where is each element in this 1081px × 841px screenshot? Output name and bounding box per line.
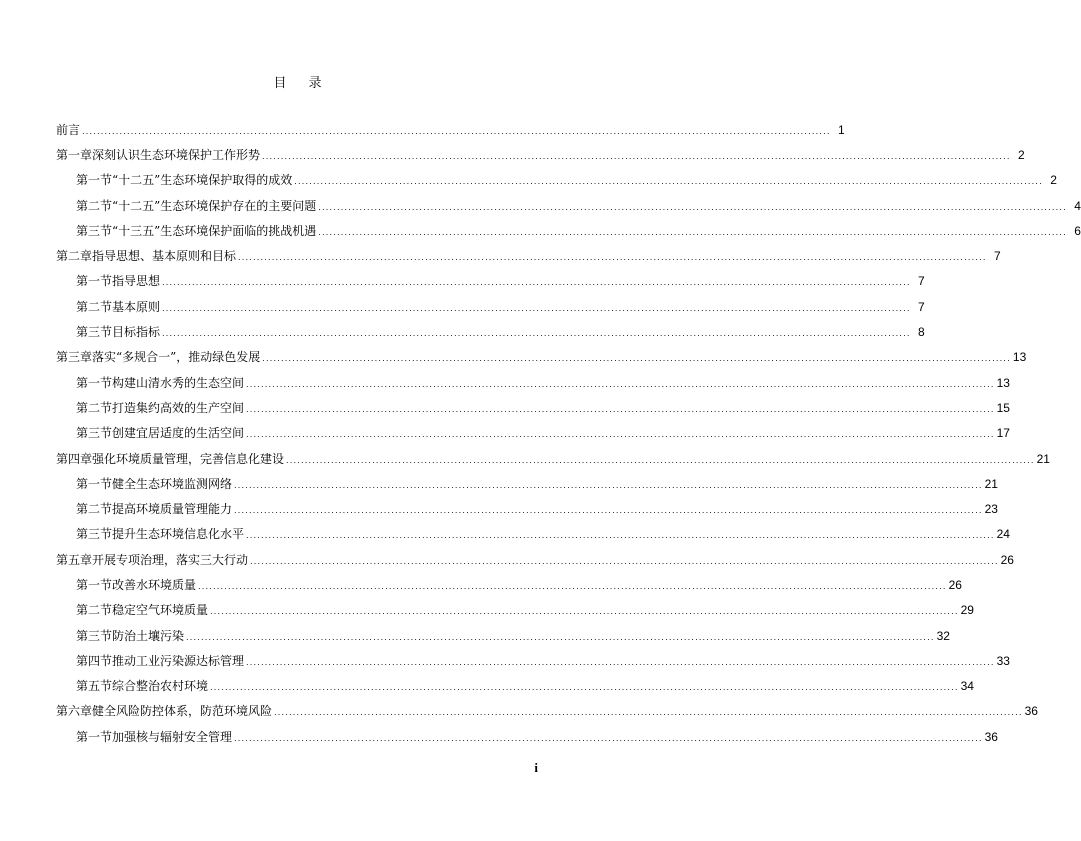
toc-entry[interactable] bbox=[56, 421, 1010, 446]
toc-entry-number: 第一章 bbox=[56, 147, 93, 162]
toc-entry-number: 第三节 bbox=[76, 628, 113, 643]
toc-entry-number: 前 bbox=[56, 122, 69, 137]
toc-dot-leader: ........................................................................................................................................................................................................ bbox=[246, 404, 995, 414]
toc-entry[interactable] bbox=[56, 193, 1081, 218]
toc-entry[interactable] bbox=[56, 370, 1010, 395]
toc-entry[interactable] bbox=[56, 674, 974, 699]
toc-entry-number: 第二节 bbox=[76, 198, 113, 213]
toc-dot-leader: ........................................................................................................................................................................................................ bbox=[210, 683, 959, 693]
toc-entry-number: 第三节 bbox=[76, 325, 113, 340]
toc-entry-title: 指导思想 bbox=[112, 274, 161, 289]
toc-dot-leader: ........................................................................................................................................................................................................ bbox=[234, 733, 983, 743]
toc-entry-title: 创建宜居适度的生活空间 bbox=[112, 426, 245, 441]
toc-dot-leader: ........................................................................................................................................................................................................ bbox=[162, 278, 911, 288]
toc-entry-page: 15 bbox=[996, 400, 1010, 415]
toc-entry[interactable] bbox=[56, 345, 1027, 370]
toc-dot-leader: ........................................................................................................................................................................................................ bbox=[234, 480, 983, 490]
toc-entry-page: 36 bbox=[984, 729, 998, 744]
toc-entry-page: 7 bbox=[917, 274, 925, 289]
toc-entry[interactable] bbox=[56, 218, 1081, 243]
toc-entry-number: 第二节 bbox=[76, 603, 113, 618]
toc-entry-title: 开展专项治理，落实三大行动 bbox=[92, 552, 249, 567]
toc-dot-leader: ........................................................................................................................................................................................................ bbox=[186, 632, 935, 642]
toc-entry-page: 4 bbox=[1074, 198, 1081, 213]
toc-entry-page: 29 bbox=[960, 603, 974, 618]
toc-entry[interactable] bbox=[56, 699, 1038, 724]
toc-entry-title: 基本原则 bbox=[112, 299, 161, 314]
toc-entry-page: 36 bbox=[1024, 704, 1038, 719]
toc-entry-page: 13 bbox=[1012, 350, 1027, 365]
toc-dot-leader: ........................................................................................................................................................................................................ bbox=[238, 253, 987, 263]
toc-entry[interactable] bbox=[56, 269, 925, 294]
toc-entry-page: 17 bbox=[996, 426, 1010, 441]
toc-dot-leader: ........................................................................................................................................................................................................ bbox=[246, 430, 995, 440]
toc-dot-leader: ........................................................................................................................................................................................................ bbox=[286, 455, 1035, 465]
page-number-footer: i bbox=[534, 760, 538, 775]
toc-entry-number: 第一节 bbox=[76, 375, 113, 390]
toc-entry-title: 改善水环境质量 bbox=[112, 577, 197, 592]
toc-dot-leader: ........................................................................................................................................................................................................ bbox=[274, 708, 1023, 718]
toc-entry-number: 第一节 bbox=[76, 274, 113, 289]
toc-entry-title: “十二五”生态环境保护取得的成效 bbox=[112, 173, 293, 188]
toc-entry-page: 2 bbox=[1050, 173, 1057, 188]
toc-entry-title: 打造集约高效的生产空间 bbox=[112, 400, 245, 415]
toc-dot-leader: ........................................................................................................................................................................................................ bbox=[246, 531, 995, 541]
toc-entry-number: 第六章 bbox=[56, 704, 93, 719]
toc-dot-leader: ........................................................................................................................................................................................................ bbox=[210, 607, 959, 617]
toc-entry-number: 第二节 bbox=[76, 299, 113, 314]
toc-entry-title: 深刻认识生态环境保护工作形势 bbox=[92, 147, 261, 162]
toc-dot-leader: ........................................................................................................................................................................................................ bbox=[234, 506, 983, 516]
toc-entry[interactable] bbox=[56, 623, 950, 648]
toc-entry-title: 构建山清水秀的生态空间 bbox=[112, 375, 245, 390]
toc-dot-leader: ........................................................................................................................................................................................................ bbox=[318, 227, 1067, 237]
toc-entry-title: “十三五”生态环境保护面临的挑战机遇 bbox=[112, 223, 317, 238]
toc-entry-title: 落实“多规合一”，推动绿色发展 bbox=[92, 350, 261, 365]
toc-entry-page: 6 bbox=[1074, 223, 1081, 238]
toc-entry[interactable] bbox=[56, 294, 925, 319]
toc-dot-leader: ........................................................................................................................................................................................................ bbox=[246, 657, 995, 667]
table-of-contents bbox=[56, 117, 1081, 749]
toc-entry-page: 32 bbox=[936, 628, 950, 643]
toc-entry[interactable] bbox=[56, 168, 1057, 193]
toc-entry[interactable] bbox=[56, 724, 998, 749]
toc-entry[interactable] bbox=[56, 522, 1010, 547]
toc-entry-number: 第二节 bbox=[76, 502, 113, 517]
toc-entry-page: 34 bbox=[960, 679, 974, 694]
toc-entry-number: 第一节 bbox=[76, 476, 113, 491]
toc-dot-leader: ........................................................................................................................................................................................................ bbox=[162, 303, 911, 313]
toc-entry-title: 提升生态环境信息化水平 bbox=[112, 527, 245, 542]
toc-entry-number: 第一节 bbox=[76, 577, 113, 592]
toc-entry-number: 第三节 bbox=[76, 426, 113, 441]
toc-entry-title: “十二五”生态环境保护存在的主要问题 bbox=[112, 198, 317, 213]
toc-entry-number: 第五章 bbox=[56, 552, 93, 567]
toc-entry[interactable] bbox=[56, 117, 845, 142]
toc-entry[interactable] bbox=[56, 648, 1010, 673]
toc-entry-page: 2 bbox=[1017, 147, 1025, 162]
toc-entry-title: 综合整治农村环境 bbox=[112, 679, 209, 694]
toc-entry-page: 7 bbox=[917, 299, 925, 314]
toc-entry-number: 第四节 bbox=[76, 653, 113, 668]
toc-entry-title: 防治土壤污染 bbox=[112, 628, 185, 643]
toc-entry-number: 第二章 bbox=[56, 249, 93, 264]
toc-entry[interactable] bbox=[56, 446, 1050, 471]
toc-entry[interactable] bbox=[56, 142, 1025, 167]
toc-dot-leader: ........................................................................................................................................................................................................ bbox=[262, 151, 1011, 161]
toc-entry-page: 26 bbox=[1000, 552, 1014, 567]
toc-entry-title: 目标指标 bbox=[112, 325, 161, 340]
toc-entry-page: 7 bbox=[993, 249, 1001, 264]
toc-entry-title: 稳定空气环境质量 bbox=[112, 603, 209, 618]
toc-entry-number: 第一节 bbox=[76, 729, 113, 744]
toc-dot-leader: ........................................................................................................................................................................................................ bbox=[318, 202, 1067, 212]
toc-entry[interactable] bbox=[56, 319, 925, 344]
toc-entry[interactable] bbox=[56, 496, 998, 521]
toc-entry-number: 第五节 bbox=[76, 679, 113, 694]
toc-dot-leader: ........................................................................................................................................................................................................ bbox=[250, 556, 999, 566]
toc-entry-page: 33 bbox=[996, 653, 1010, 668]
toc-entry-page: 24 bbox=[996, 527, 1010, 542]
toc-dot-leader: ........................................................................................................................................................................................................ bbox=[162, 329, 911, 339]
toc-entry-number: 第三节 bbox=[76, 223, 113, 238]
toc-entry-number: 第三章 bbox=[56, 350, 93, 365]
toc-entry-page: 13 bbox=[996, 375, 1010, 390]
page-title-char-1: 目 bbox=[273, 76, 287, 91]
toc-entry-page: 26 bbox=[948, 577, 962, 592]
toc-entry[interactable] bbox=[56, 243, 1001, 268]
toc-entry-title: 健全生态环境监测网络 bbox=[112, 476, 233, 491]
toc-dot-leader: ........................................................................................................................................................................................................ bbox=[294, 177, 1043, 187]
toc-entry-title: 加强核与辐射安全管理 bbox=[112, 729, 233, 744]
page-title bbox=[0, 72, 595, 91]
toc-entry[interactable] bbox=[56, 598, 974, 623]
toc-entry-page: 21 bbox=[984, 476, 998, 491]
toc-entry-page: 21 bbox=[1036, 451, 1050, 466]
toc-entry-title: 推动工业污染源达标管理 bbox=[112, 653, 245, 668]
toc-entry-title: 言 bbox=[68, 122, 81, 137]
toc-dot-leader: ........................................................................................................................................................................................................ bbox=[82, 126, 831, 136]
toc-entry-page: 23 bbox=[984, 502, 998, 517]
toc-entry[interactable] bbox=[56, 471, 998, 496]
toc-entry-title: 健全风险防控体系，防范环境风险 bbox=[92, 704, 273, 719]
toc-entry[interactable] bbox=[56, 572, 962, 597]
toc-entry-title: 强化环境质量管理，完善信息化建设 bbox=[92, 451, 285, 466]
toc-dot-leader: ........................................................................................................................................................................................................ bbox=[246, 379, 995, 389]
toc-entry-page: 1 bbox=[837, 122, 845, 137]
toc-entry-title: 提高环境质量管理能力 bbox=[112, 502, 233, 517]
toc-dot-leader: ........................................................................................................................................................................................................ bbox=[198, 581, 947, 591]
toc-entry-number: 第二节 bbox=[76, 400, 113, 415]
toc-entry-number: 第一节 bbox=[76, 173, 113, 188]
toc-entry[interactable] bbox=[56, 547, 1014, 572]
toc-entry-number: 第三节 bbox=[76, 527, 113, 542]
toc-entry-number: 第四章 bbox=[56, 451, 93, 466]
page-title-char-2: 录 bbox=[308, 76, 322, 91]
toc-entry-page: 8 bbox=[917, 325, 925, 340]
toc-entry-title: 指导思想、基本原则和目标 bbox=[92, 249, 237, 264]
toc-dot-leader: ........................................................................................................................................................................................................ bbox=[262, 354, 1011, 364]
toc-entry[interactable] bbox=[56, 395, 1010, 420]
